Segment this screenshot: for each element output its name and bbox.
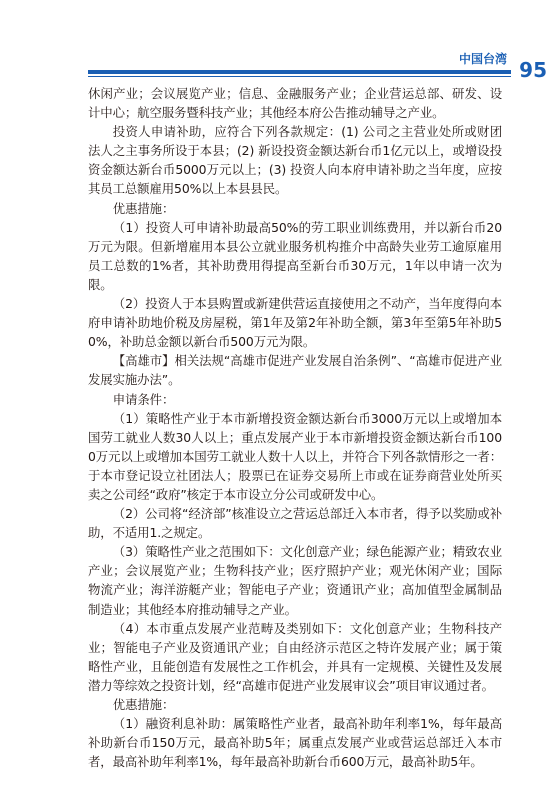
header-rule: [88, 70, 511, 74]
paragraph: （1）融资利息补助：属策略性产业者，最高补助年利率1%，每年最高补助新台币150万元，最高补助5年；属重点发展产业或营运总部迁入本市者，最高补助年利率1%，每年最高补助新台币600万元，最高补助5年。: [88, 716, 502, 770]
paragraph: （2）投资人于本县购置或新建供营运直接使用之不动产，当年度得向本府申请补助地价税及房屋税，第1年及第2年补助全额，第3年至第5年补助50%，补助总金额以新台币500万元为限。: [88, 296, 502, 350]
paragraph: 投资人申请补助，应符合下列各款规定：(1) 公司之主营业处所或财团法人之主事务所设于本县；(2) 新设投资金额达新台币1亿元以上，或增设投资金额达新台币5000万元以上；(3) 投资人向本府申请补助之当年度，应按其员工总额雇用50%以上本县县民。: [88, 124, 502, 197]
paragraph: 休闲产业；会议展览产业；信息、金融服务产业；企业营运总部、研发、设计中心；航空服务暨科技产业；其他经本府公告推动辅导之产业。: [88, 86, 502, 121]
paragraph: （1）投资人可申请补助最高50%的劳工职业训练费用，并以新台币20万元为限。但新增雇用本县公立就业服务机构推介中高龄失业劳工逾原雇用员工总数的1%者，其补助费用得提高至新台币30万元，1年以申请一次为限。: [88, 219, 502, 292]
paragraph: 【高雄市】相关法规“高雄市促进产业发展自治条例”、“高雄市促进产业发展实施办法”。: [88, 353, 502, 388]
page-number: 95: [519, 58, 547, 82]
page-header: [0, 0, 559, 90]
paragraph: 优惠措施：: [112, 697, 175, 712]
paragraph: 申请条件：: [112, 391, 175, 407]
paragraph: （2）公司将“经济部”核准设立之营运总部迁入本市者，得予以奖励或补助，不适用1.之规定。: [88, 506, 502, 541]
paragraph: （4）本市重点发展产业范畴及类别如下：文化创意产业；生物科技产业；智能电子产业及资通讯产业；自由经济示范区之特许发展产业；属于策略性产业，且能创造有发展性之工作机会，并具有一定规模、关键性及发展潜力等综效之投资计划，经“高雄市促进产业发展审议会”项目审议通过者。: [88, 620, 502, 693]
paragraph: （1）策略性产业于本市新增投资金额达新台币3000万元以上或增加本国劳工就业人数30人以上；重点发展产业于本市新增投资金额达新台币1000万元以上或增加本国劳工就业人数十人以上，并符合下列各款情形之一者：于本市登记设立社团法人；股票已在证券交易所上市或在证券商营业处所买卖之公司经“政府”核定于本市设立分公司或研发中心。: [88, 410, 502, 502]
paragraph: 优惠措施：: [112, 200, 175, 216]
header-rule-thin: [88, 76, 511, 77]
paragraph: （3）策略性产业之范围如下：文化创意产业；绿色能源产业；精致农业产业；会议展览产业；生物科技产业；医疗照护产业；观光休闲产业；国际物流产业；海洋游艇产业；智能电子产业；资通讯产业；高加值型金属制品制造业；其他经本府推动辅导之产业。: [88, 544, 502, 617]
region-label: 中国台湾: [458, 52, 507, 66]
body-text: [88, 84, 502, 771]
